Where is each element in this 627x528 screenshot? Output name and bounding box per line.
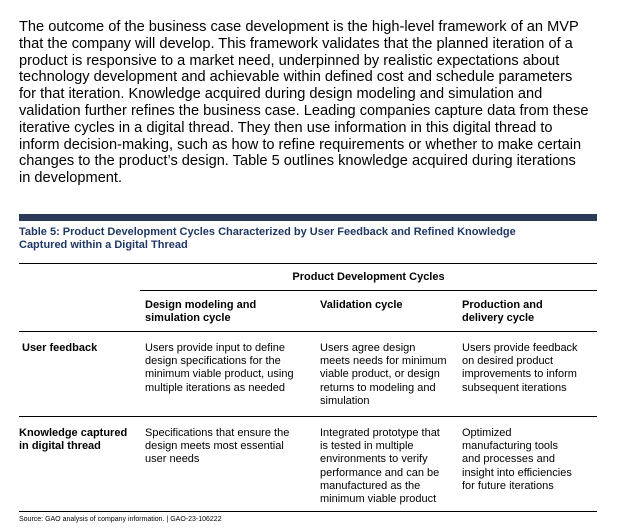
table-cell: Integrated prototype that is tested in multiple environments to verify performance and can be manufactured as the minimum viable product <box>320 427 440 506</box>
table-title: Table 5: Product Development Cycles Characterized by User Feedback and Refined Knowledge Captured within a Digital Thread <box>19 226 516 252</box>
table-cell: Users provide input to define design specifications for the minimum viable product, using multiple iterations as needed <box>145 342 294 394</box>
table-top-rule <box>19 263 597 264</box>
row-label-knowledge-captured: Knowledge captured in digital thread <box>19 427 128 453</box>
table-cell: Optimized manufacturing tools and processes and insight into efficiencies for future iterations <box>462 427 572 492</box>
column-header-design: Design modeling and simulation cycle <box>145 299 257 325</box>
table-cell: Users provide feedback on desired product improvements to inform subsequent iterations <box>462 342 578 394</box>
table-span-header: Product Development Cycles <box>292 271 445 283</box>
column-header-validation: Validation cycle <box>320 299 403 311</box>
span-header-rule <box>140 290 597 291</box>
table-source-note: Source: GAO analysis of company information. | GAO-23-106222 <box>19 516 222 523</box>
table-header-bar <box>19 214 597 221</box>
column-header-rule <box>19 331 597 332</box>
body-paragraph: The outcome of the business case development is the high-level framework of an MVP that the company will develop. This framework validates that the planned iteration of a product is responsive to a market need, underpinned by realistic expectations about technology development and achievable within defined cost and schedule parameters for that iteration. Knowledge acquired during design modeling and simulation and validation further refines the business case. Leading companies capture data from these iterative cycles in a digital thread. They then use information in this digital thread to inform decision-making, such as how to refine requirements or whether to make certain changes to the product’s design. Table 5 outlines knowledge acquired during iterations in development. <box>19 19 589 187</box>
row-label-user-feedback: User feedback <box>22 342 98 354</box>
table-cell: Specifications that ensure the design meets most essential user needs <box>145 427 290 466</box>
row-divider-rule <box>19 416 597 417</box>
column-header-production: Production and delivery cycle <box>462 299 543 325</box>
table-cell: Users agree design meets needs for minimum viable product, or design returns to modeling and simulation <box>320 342 447 407</box>
table-bottom-rule <box>19 511 597 512</box>
